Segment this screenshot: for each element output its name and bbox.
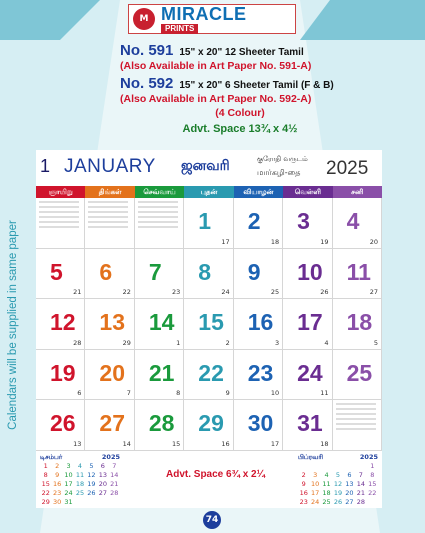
mini-date bbox=[109, 498, 120, 507]
mini-date: 12 bbox=[87, 471, 96, 479]
mini-date: 22 bbox=[41, 489, 50, 497]
mini-date: 19 bbox=[87, 480, 96, 488]
tamil-date-number: 17 bbox=[221, 237, 230, 246]
date-number: 24 bbox=[297, 359, 323, 386]
date-cell bbox=[283, 299, 332, 350]
brand-emblem-icon: M bbox=[133, 8, 155, 30]
date-cell bbox=[184, 198, 233, 249]
mini-date: 6 bbox=[347, 471, 352, 479]
mini-date: 13 bbox=[98, 471, 107, 479]
mini-month: டிசம்பர் bbox=[40, 453, 63, 461]
mini-date: 5 bbox=[89, 462, 94, 470]
mini-date: 7 bbox=[112, 462, 117, 470]
brand-sub: PRINTS bbox=[161, 24, 198, 34]
calendar-footer bbox=[36, 451, 382, 508]
mini-date bbox=[332, 462, 343, 471]
info-cell bbox=[36, 198, 85, 249]
tamil-date-number: 18 bbox=[320, 439, 329, 448]
date-cell bbox=[135, 249, 184, 300]
product-desc-592: 15" x 20" 6 Sheeter Tamil (F & B) bbox=[179, 80, 334, 91]
date-number: 27 bbox=[99, 410, 126, 437]
mini-date: 11 bbox=[322, 480, 331, 488]
mini-date: 17 bbox=[310, 489, 320, 497]
tamil-date-number: 19 bbox=[320, 237, 329, 246]
mini-date: 9 bbox=[301, 480, 306, 488]
advt-space-bottom: Advt. Space 6¾ x 2¼ bbox=[166, 469, 265, 480]
product-no-592: No. 592 bbox=[120, 75, 174, 92]
date-number: 23 bbox=[247, 359, 274, 386]
mini-date: 28 bbox=[110, 489, 119, 497]
mini-month: பிப்ரவரி bbox=[298, 453, 324, 461]
mini-date bbox=[298, 462, 309, 471]
mini-date: 23 bbox=[299, 498, 308, 506]
tamil-date-number: 21 bbox=[73, 288, 82, 297]
date-number: 1 bbox=[198, 208, 212, 234]
mini-date: 21 bbox=[356, 489, 365, 497]
mini-date: 17 bbox=[64, 480, 73, 488]
date-cell bbox=[135, 350, 184, 401]
calendar-title-bar bbox=[36, 150, 382, 186]
tamil-date-number: 28 bbox=[73, 338, 82, 347]
date-cell bbox=[85, 299, 134, 350]
date-number: 9 bbox=[247, 258, 261, 285]
month-name: JANUARY bbox=[64, 156, 156, 177]
mini-date: 1 bbox=[370, 462, 375, 470]
page-number: 74 bbox=[203, 511, 221, 529]
mini-date: 15 bbox=[368, 480, 377, 488]
mini-date: 10 bbox=[310, 480, 320, 488]
art-paper-591: (Also Available in Art Paper No. 591-A) bbox=[120, 60, 312, 72]
date-number: 6 bbox=[99, 258, 113, 285]
mini-date: 1 bbox=[43, 462, 48, 470]
tamil-date-number: 17 bbox=[270, 439, 280, 448]
date-number: 20 bbox=[99, 359, 126, 386]
mini-date: 9 bbox=[55, 471, 60, 479]
product-desc-591: 15" x 20" 12 Sheeter Tamil bbox=[179, 47, 304, 58]
side-note-text: Calendars will be supplied in same paper bbox=[7, 220, 19, 430]
date-cell bbox=[283, 400, 332, 451]
tamil-date-number: 3 bbox=[275, 338, 280, 347]
date-cell bbox=[333, 350, 382, 401]
date-number: 11 bbox=[346, 258, 371, 285]
mini-date: 8 bbox=[370, 471, 375, 479]
brand-name: MIRACLE bbox=[161, 3, 247, 24]
mini-date: 5 bbox=[335, 471, 341, 479]
date-cell bbox=[184, 249, 233, 300]
tamil-date-number: 24 bbox=[221, 288, 230, 297]
mini-date: 24 bbox=[310, 498, 320, 506]
tamil-date-number: 8 bbox=[176, 389, 181, 398]
tamil-date-number: 20 bbox=[369, 237, 378, 246]
weekday-label: வெள்ளி bbox=[283, 186, 332, 198]
tamil-date-number: 22 bbox=[122, 288, 131, 297]
mini-date: 27 bbox=[98, 489, 107, 497]
mini-date: 2 bbox=[301, 471, 306, 479]
date-number: 17 bbox=[297, 309, 323, 336]
mini-date: 11 bbox=[75, 471, 85, 479]
date-cell bbox=[184, 299, 233, 350]
tamil-date-number: 27 bbox=[369, 288, 378, 297]
date-number: 13 bbox=[99, 309, 126, 336]
info-cell bbox=[135, 198, 184, 249]
mini-date: 18 bbox=[75, 480, 85, 488]
weekday-label: சனி bbox=[333, 186, 382, 198]
tamil-date-number: 16 bbox=[221, 439, 230, 448]
mini-date: 7 bbox=[358, 471, 363, 479]
weekday-label: வியாழன் bbox=[234, 186, 283, 198]
date-number: 31 bbox=[297, 410, 323, 437]
mini-date: 4 bbox=[77, 462, 83, 470]
date-number: 25 bbox=[346, 359, 373, 386]
month-name-tamil: ஜனவரி bbox=[181, 158, 230, 174]
weekday-header bbox=[36, 186, 382, 198]
weekday-label: ஞாயிறு bbox=[36, 186, 85, 198]
date-cell bbox=[333, 249, 382, 300]
mini-date: 6 bbox=[100, 462, 105, 470]
mini-date: 27 bbox=[345, 498, 354, 506]
mini-date: 26 bbox=[333, 498, 343, 506]
mini-date: 14 bbox=[110, 471, 119, 479]
brand-header bbox=[0, 0, 425, 36]
tamil-date-number: 29 bbox=[122, 338, 131, 347]
date-cell bbox=[333, 198, 382, 249]
tamil-date-number: 18 bbox=[270, 237, 280, 246]
date-number: 22 bbox=[198, 359, 224, 386]
date-number: 10 bbox=[297, 258, 323, 285]
date-number: 3 bbox=[297, 208, 310, 234]
mini-date bbox=[344, 462, 355, 471]
date-cell bbox=[283, 350, 332, 401]
side-note bbox=[2, 160, 24, 490]
mini-date: 13 bbox=[345, 480, 354, 488]
date-number: 14 bbox=[148, 309, 175, 336]
tamil-date-number: 4 bbox=[324, 338, 329, 347]
date-cell bbox=[234, 299, 283, 350]
mini-date: 12 bbox=[333, 480, 343, 488]
mini-date: 18 bbox=[322, 489, 331, 497]
date-number: 8 bbox=[198, 258, 212, 285]
tamil-date-number: 11 bbox=[320, 389, 329, 398]
tamil-date-number: 13 bbox=[73, 439, 82, 448]
date-cell bbox=[184, 350, 233, 401]
mini-date bbox=[321, 462, 332, 471]
date-number: 2 bbox=[247, 208, 261, 234]
mini-date: 30 bbox=[52, 498, 62, 506]
month-number: 1 bbox=[40, 156, 51, 176]
mini-date: 8 bbox=[43, 471, 48, 479]
date-number: 16 bbox=[247, 309, 274, 336]
date-number: 18 bbox=[346, 309, 373, 336]
mini-date: 16 bbox=[299, 489, 308, 497]
tamil-date-number: 26 bbox=[320, 288, 329, 297]
date-cell bbox=[85, 350, 134, 401]
mini-date: 4 bbox=[324, 471, 329, 479]
tamil-date-number: 23 bbox=[172, 288, 181, 297]
brand-logo bbox=[128, 4, 296, 34]
date-cell bbox=[184, 400, 233, 451]
tamil-date-number: 5 bbox=[373, 338, 378, 347]
advt-space-top: Advt. Space 13¾ x 4½ bbox=[182, 123, 298, 135]
date-number: 19 bbox=[50, 359, 76, 386]
date-number: 29 bbox=[198, 410, 224, 437]
date-cell bbox=[135, 400, 184, 451]
date-cell bbox=[234, 249, 283, 300]
mini-date: 3 bbox=[313, 471, 318, 479]
mini-date bbox=[367, 498, 378, 507]
mini-calendar-february bbox=[298, 453, 378, 507]
mini-date: 23 bbox=[52, 489, 62, 497]
date-cell bbox=[234, 400, 283, 451]
info-cell bbox=[85, 198, 134, 249]
product-no-591: No. 591 bbox=[120, 42, 174, 59]
tamil-date-number: 6 bbox=[77, 389, 82, 398]
mini-date: 15 bbox=[41, 480, 50, 488]
date-number: 7 bbox=[148, 258, 162, 285]
date-cell bbox=[36, 299, 85, 350]
date-number: 12 bbox=[50, 309, 76, 336]
date-number: 28 bbox=[148, 410, 175, 437]
mini-date: 31 bbox=[64, 498, 73, 506]
tamil-date-number: 2 bbox=[225, 338, 230, 347]
info-cell bbox=[333, 400, 382, 451]
date-number: 4 bbox=[346, 208, 360, 234]
calendar-sheet bbox=[36, 150, 382, 508]
tamil-date-number: 9 bbox=[225, 389, 230, 398]
weekday-label: செவ்வாய் bbox=[135, 186, 184, 198]
date-number: 21 bbox=[148, 359, 175, 386]
tamil-date-number: 15 bbox=[172, 439, 181, 448]
mini-date: 14 bbox=[356, 480, 365, 488]
mini-date: 26 bbox=[87, 489, 96, 497]
colour-note: (4 Colour) bbox=[215, 107, 265, 119]
tamil-date-number: 25 bbox=[270, 288, 280, 297]
date-cell bbox=[283, 249, 332, 300]
mini-date bbox=[355, 462, 366, 471]
mini-date: 10 bbox=[64, 471, 73, 479]
mini-year: 2025 bbox=[359, 453, 378, 461]
mini-date: 3 bbox=[66, 462, 71, 470]
mini-date: 21 bbox=[110, 480, 119, 488]
weekday-label: புதன் bbox=[184, 186, 233, 198]
tamil-date-number: 1 bbox=[176, 338, 181, 347]
mini-date: 16 bbox=[52, 480, 62, 488]
date-cell bbox=[36, 400, 85, 451]
date-number: 15 bbox=[198, 309, 224, 336]
mini-date: 24 bbox=[64, 489, 73, 497]
mini-date: 20 bbox=[345, 489, 354, 497]
mini-date: 19 bbox=[333, 489, 343, 497]
mini-date bbox=[86, 498, 97, 507]
date-cell bbox=[135, 299, 184, 350]
art-paper-592: (Also Available in Art Paper No. 592-A) bbox=[120, 93, 312, 105]
weekday-label: திங்கள் bbox=[85, 186, 134, 198]
tamil-year-label: குரோதி வருடம் bbox=[257, 155, 308, 163]
product-info bbox=[120, 42, 420, 135]
tamil-date-number: 14 bbox=[122, 439, 131, 448]
date-cell bbox=[85, 249, 134, 300]
mini-date: 2 bbox=[55, 462, 60, 470]
date-number: 5 bbox=[50, 258, 63, 285]
mini-year: 2025 bbox=[101, 453, 120, 461]
date-cell bbox=[234, 198, 283, 249]
mini-date: 22 bbox=[368, 489, 377, 497]
mini-date: 20 bbox=[98, 480, 107, 488]
mini-date bbox=[97, 498, 108, 507]
tamil-date-number: 10 bbox=[270, 389, 280, 398]
date-cell bbox=[283, 198, 332, 249]
date-grid bbox=[36, 198, 382, 451]
mini-date: 25 bbox=[75, 489, 85, 497]
date-cell bbox=[333, 299, 382, 350]
date-number: 26 bbox=[50, 410, 76, 437]
mini-date: 28 bbox=[356, 498, 365, 506]
date-cell bbox=[36, 249, 85, 300]
year-label: 2025 bbox=[326, 158, 369, 179]
date-cell bbox=[234, 350, 283, 401]
mini-date bbox=[74, 498, 85, 507]
tamil-month-label: மார்கழி-தை bbox=[257, 168, 301, 177]
mini-date: 25 bbox=[322, 498, 331, 506]
date-cell bbox=[85, 400, 134, 451]
mini-date bbox=[309, 462, 320, 471]
mini-calendar-december bbox=[40, 453, 120, 507]
tamil-date-number: 7 bbox=[126, 389, 131, 398]
date-number: 30 bbox=[247, 410, 274, 437]
mini-date: 29 bbox=[41, 498, 50, 506]
date-cell bbox=[36, 350, 85, 401]
